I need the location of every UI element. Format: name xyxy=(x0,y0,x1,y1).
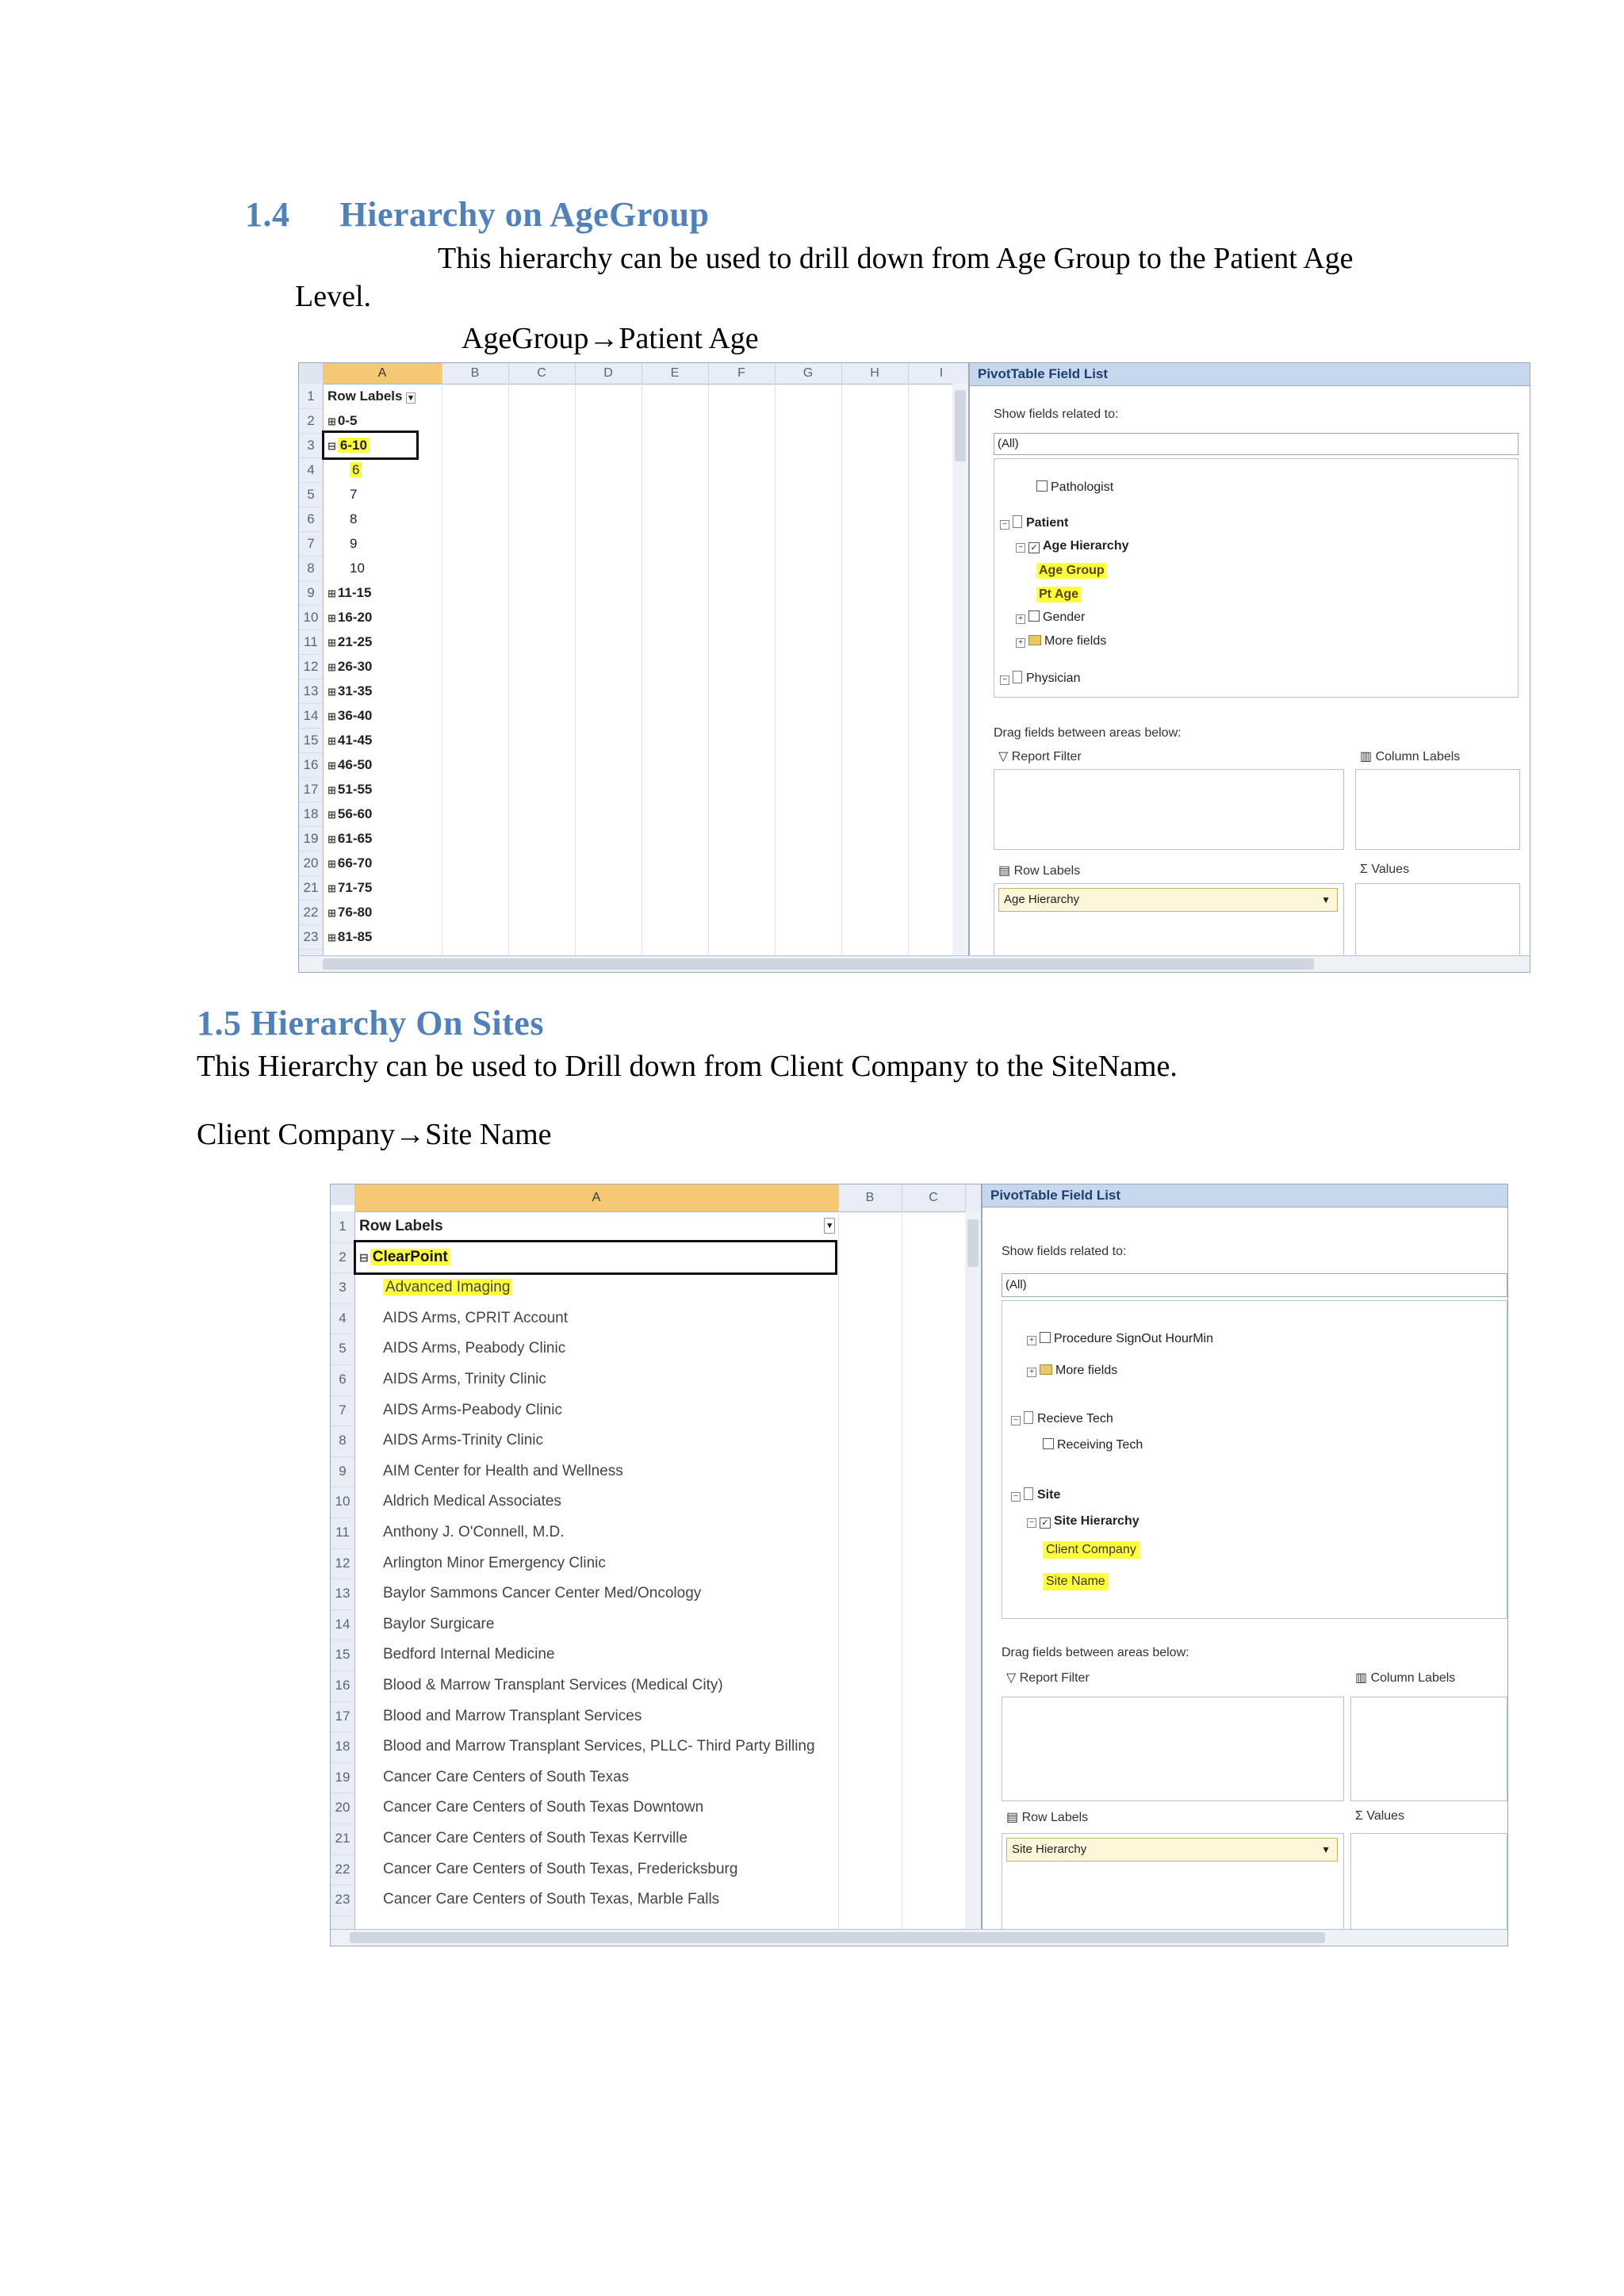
cell-text: AIM Center for Health and Wellness xyxy=(383,1462,623,1479)
age-group-cell[interactable] xyxy=(327,580,371,605)
filter-icon: ▽ xyxy=(998,750,1012,763)
report-filter-label: ▽ Report Filter xyxy=(1006,1671,1090,1685)
row-number[interactable]: 11 xyxy=(299,629,323,655)
dropdown-value: (All) xyxy=(998,437,1019,450)
checkbox-icon[interactable] xyxy=(1036,480,1048,492)
column-labels-icon: ▥ xyxy=(1355,1671,1371,1685)
cell-text: Cancer Care Centers of South Texas xyxy=(383,1768,630,1785)
checkbox-icon[interactable] xyxy=(1043,1438,1054,1449)
row-number[interactable]: 1 xyxy=(299,384,323,409)
dropdown-arrow-icon[interactable]: ▼ xyxy=(1321,894,1331,905)
expand-icon[interactable]: ⊞ xyxy=(327,661,336,673)
expand-icon[interactable]: ⊞ xyxy=(327,833,336,845)
age-group-cell[interactable] xyxy=(327,777,372,802)
age-group-cell[interactable] xyxy=(327,924,372,949)
site-name-cell[interactable] xyxy=(383,1303,568,1334)
row-number[interactable]: 9 xyxy=(331,1456,354,1488)
site-name-cell[interactable] xyxy=(383,1823,688,1854)
screenshot-site-hierarchy xyxy=(330,1184,1508,1946)
age-value-cell[interactable] xyxy=(350,556,365,580)
sigma-icon: Σ xyxy=(1360,863,1372,876)
field-more-fields[interactable] xyxy=(1016,634,1106,649)
report-filter-area[interactable] xyxy=(1002,1697,1344,1801)
cell-text: 31-35 xyxy=(337,683,373,698)
site-name-cell[interactable] xyxy=(383,1548,606,1579)
column-header-d[interactable]: D xyxy=(575,363,642,384)
row-number[interactable]: 18 xyxy=(299,802,323,827)
section-heading-1-4 xyxy=(245,194,710,235)
folder-icon xyxy=(1040,1364,1052,1375)
row-number[interactable]: 5 xyxy=(331,1334,354,1365)
cell-text: ClearPoint xyxy=(370,1249,450,1265)
cell-text: 16-20 xyxy=(337,610,373,625)
cell-text: 41-45 xyxy=(337,733,373,748)
field-label: More fields xyxy=(1044,634,1107,648)
age-group-cell[interactable] xyxy=(327,752,372,777)
cell-text: Arlington Minor Emergency Clinic xyxy=(383,1554,606,1571)
age-value-cell[interactable] xyxy=(350,482,357,507)
collapse-icon[interactable]: − xyxy=(1016,543,1025,553)
age-group-cell[interactable] xyxy=(327,900,372,924)
table-icon xyxy=(1024,1487,1033,1500)
values-label: Σ Values xyxy=(1360,863,1410,876)
column-header-g[interactable]: G xyxy=(775,363,842,384)
column-labels-area[interactable] xyxy=(1350,1697,1507,1801)
cell-text: 51-55 xyxy=(337,782,373,797)
cell-text: Blood and Marrow Transplant Services, PLLC- Third Party Billing xyxy=(383,1738,815,1755)
header-text: Row Labels xyxy=(359,1218,443,1234)
age-group-cell[interactable] xyxy=(327,629,372,654)
cell-text: Anthony J. O'Connell, M.D. xyxy=(383,1524,565,1540)
paragraph-sites: This Hierarchy can be used to Drill down from Client Company to the SiteName. xyxy=(197,1050,1178,1083)
filter-dropdown-icon[interactable]: ▾ xyxy=(824,1218,835,1234)
field-list-box xyxy=(1002,1300,1507,1619)
age-value-cell[interactable] xyxy=(350,531,357,556)
dropdown-arrow-icon[interactable]: ▼ xyxy=(1321,1844,1331,1855)
show-fields-dropdown[interactable] xyxy=(1002,1273,1507,1297)
row-number[interactable]: 18 xyxy=(331,1732,354,1763)
row-number[interactable]: 14 xyxy=(331,1609,354,1641)
row-number[interactable]: 6 xyxy=(299,507,323,532)
screenshot-age-hierarchy xyxy=(298,362,1530,973)
row-number[interactable]: 20 xyxy=(331,1793,354,1824)
row-number[interactable]: 7 xyxy=(299,531,323,557)
field-site-name[interactable]: Site Name xyxy=(1043,1573,1109,1590)
expand-icon[interactable]: ⊞ xyxy=(327,858,336,870)
age-group-cell[interactable] xyxy=(327,851,372,875)
row-label-item-text: Age Hierarchy xyxy=(1004,893,1080,906)
expand-icon[interactable]: ⊞ xyxy=(327,686,336,698)
expand-icon[interactable]: ⊞ xyxy=(327,735,336,747)
field-label: Procedure SignOut HourMin xyxy=(1054,1332,1213,1345)
site-name-cell[interactable] xyxy=(383,1732,815,1762)
checkbox-icon[interactable] xyxy=(1040,1332,1051,1343)
row-label-item[interactable] xyxy=(998,888,1338,912)
values-area[interactable] xyxy=(1350,1833,1507,1931)
checkbox-checked-icon[interactable]: ✓ xyxy=(1028,542,1040,553)
row-number[interactable]: 15 xyxy=(331,1640,354,1671)
column-labels-icon: ▥ xyxy=(1360,750,1376,763)
row-labels-header[interactable] xyxy=(359,1211,835,1242)
field-site[interactable] xyxy=(1011,1487,1060,1502)
row-number[interactable]: 11 xyxy=(331,1517,354,1549)
field-site-hierarchy[interactable] xyxy=(1027,1514,1139,1529)
site-name-cell[interactable] xyxy=(383,1395,562,1426)
row-number[interactable]: 4 xyxy=(331,1303,354,1335)
row-number[interactable]: 15 xyxy=(299,728,323,753)
field-age-hierarchy[interactable] xyxy=(1016,539,1129,553)
age-group-cell[interactable] xyxy=(327,605,372,629)
expand-icon[interactable]: ⊞ xyxy=(327,809,336,821)
row-number[interactable]: 5 xyxy=(299,482,323,507)
row-number[interactable]: 16 xyxy=(331,1670,354,1702)
expand-icon[interactable]: ⊞ xyxy=(327,760,336,771)
age-value-cell[interactable] xyxy=(350,507,357,531)
horizontal-scrollbar[interactable] xyxy=(331,1929,1507,1946)
show-fields-dropdown[interactable] xyxy=(994,433,1519,455)
cell-text: 21-25 xyxy=(337,634,373,649)
row-number[interactable]: 7 xyxy=(331,1395,354,1427)
age-group-cell[interactable] xyxy=(327,728,372,752)
site-name-cell[interactable] xyxy=(383,1487,561,1517)
row-number[interactable]: 17 xyxy=(299,777,323,802)
row-labels-header[interactable] xyxy=(327,384,416,408)
row-number[interactable]: 20 xyxy=(299,851,323,876)
horizontal-scrollbar[interactable] xyxy=(299,955,1530,972)
cell-text: 0-5 xyxy=(337,413,358,428)
row-number[interactable]: 2 xyxy=(299,408,323,434)
row-labels-icon: ▤ xyxy=(1006,1811,1022,1824)
cell-text: 26-30 xyxy=(337,659,373,674)
row-number[interactable]: 10 xyxy=(299,605,323,630)
cell-text: 76-80 xyxy=(337,905,373,920)
field-age-group[interactable]: Age Group xyxy=(1036,563,1107,579)
field-pt-age[interactable]: Pt Age xyxy=(1036,587,1081,603)
cell-text: 8 xyxy=(350,511,358,526)
row-number[interactable]: 1 xyxy=(331,1211,354,1243)
row-number[interactable]: 23 xyxy=(299,924,323,950)
row-labels-label: ▤ Row Labels xyxy=(1006,1811,1089,1824)
cell-text: Cancer Care Centers of South Texas Downtown xyxy=(383,1799,704,1816)
expand-icon[interactable]: ⊞ xyxy=(327,932,336,943)
cell-text: 81-85 xyxy=(337,929,373,944)
cell-text: 6 xyxy=(350,462,362,477)
field-recieve-tech[interactable] xyxy=(1011,1411,1113,1426)
cell-text: 71-75 xyxy=(337,880,373,895)
column-labels-area[interactable] xyxy=(1355,769,1520,850)
column-header-c[interactable]: C xyxy=(508,363,576,384)
cell-text: 66-70 xyxy=(337,855,373,871)
table-icon xyxy=(1013,671,1022,683)
column-header-e[interactable]: E xyxy=(642,363,709,384)
table-icon xyxy=(1024,1411,1033,1424)
values-label: Σ Values xyxy=(1355,1809,1405,1823)
age-value-cell[interactable] xyxy=(350,457,362,482)
expand-icon[interactable]: ⊞ xyxy=(327,612,336,624)
paragraph-line-1: This hierarchy can be used to drill down from Age Group to the Patient Age xyxy=(438,242,1354,275)
row-number[interactable]: 17 xyxy=(331,1701,354,1733)
hierarchy-path-sites: Client Company→Site Name xyxy=(197,1118,552,1151)
row-number[interactable]: 13 xyxy=(331,1578,354,1610)
report-filter-label: ▽ Report Filter xyxy=(998,750,1082,763)
checkbox-checked-icon[interactable]: ✓ xyxy=(1040,1517,1051,1529)
expand-icon[interactable]: ⊞ xyxy=(327,415,336,427)
field-label: More fields xyxy=(1055,1364,1118,1377)
site-name-cell[interactable] xyxy=(383,1640,555,1670)
age-group-cell[interactable] xyxy=(327,654,372,679)
cell-text: 10 xyxy=(350,561,365,576)
section-number: 1.4 xyxy=(245,195,290,234)
site-name-cell[interactable] xyxy=(383,1793,703,1823)
checkbox-icon[interactable] xyxy=(1028,610,1040,622)
section-heading-1-5: 1.5 Hierarchy On Sites xyxy=(197,1004,544,1043)
report-filter-area[interactable] xyxy=(994,769,1344,850)
age-group-cell[interactable] xyxy=(327,802,372,826)
header-text: Row Labels xyxy=(327,388,403,404)
cell-text: Baylor Surgicare xyxy=(383,1615,495,1632)
collapse-icon[interactable]: − xyxy=(1011,1416,1021,1425)
row-number[interactable]: 6 xyxy=(331,1364,354,1396)
row-number[interactable]: 12 xyxy=(299,654,323,679)
field-client-company[interactable]: Client Company xyxy=(1043,1541,1139,1559)
site-name-cell[interactable] xyxy=(383,1334,565,1364)
field-label: Physician xyxy=(1026,672,1081,685)
select-all-corner[interactable] xyxy=(331,1184,355,1205)
column-header-a[interactable]: A xyxy=(323,363,442,384)
site-name-cell[interactable] xyxy=(383,1517,565,1548)
column-header-b[interactable]: B xyxy=(442,363,509,384)
cell-text: 9 xyxy=(350,536,358,551)
collapse-icon[interactable]: − xyxy=(1027,1518,1036,1528)
row-number[interactable]: 12 xyxy=(331,1548,354,1580)
show-fields-label: Show fields related to: xyxy=(994,408,1119,421)
vertical-scrollbar[interactable] xyxy=(952,384,968,956)
cell-text: 6-10 xyxy=(338,438,370,453)
row-number[interactable]: 4 xyxy=(299,457,323,483)
row-number-column xyxy=(299,384,324,956)
site-name-cell[interactable] xyxy=(383,1456,623,1487)
expand-icon[interactable]: ⊞ xyxy=(327,710,336,722)
expand-icon[interactable]: ⊞ xyxy=(327,907,336,919)
cell-text: 7 xyxy=(350,487,358,502)
row-number[interactable]: 10 xyxy=(331,1487,354,1518)
site-name-cell[interactable] xyxy=(383,1364,546,1395)
cell-text: Cancer Care Centers of South Texas Kerrville xyxy=(383,1830,688,1846)
cell-text: AIDS Arms, Peabody Clinic xyxy=(383,1340,566,1357)
age-group-cell[interactable] xyxy=(327,875,372,900)
table-icon xyxy=(1013,515,1022,528)
column-header-f[interactable]: F xyxy=(708,363,776,384)
row-number[interactable]: 2 xyxy=(331,1242,354,1274)
client-company-cell[interactable] xyxy=(356,1242,835,1273)
pivot-title: PivotTable Field List xyxy=(970,363,1530,386)
age-group-cell[interactable] xyxy=(327,703,372,728)
row-number[interactable]: 19 xyxy=(299,826,323,851)
age-group-cell[interactable] xyxy=(324,433,416,457)
collapse-icon[interactable]: ⊟ xyxy=(327,440,336,452)
row-labels-icon: ▤ xyxy=(998,864,1014,878)
cell-text: Bedford Internal Medicine xyxy=(383,1646,555,1663)
site-name-cell[interactable] xyxy=(383,1701,642,1732)
filter-dropdown-icon[interactable]: ▾ xyxy=(406,392,416,404)
column-header-a[interactable]: A xyxy=(354,1184,839,1211)
row-number[interactable]: 3 xyxy=(299,433,323,458)
section-title: Hierarchy on AgeGroup xyxy=(339,195,710,234)
site-name-cell[interactable] xyxy=(383,1885,719,1915)
field-pathologist[interactable] xyxy=(1036,480,1113,495)
site-name-cell[interactable] xyxy=(383,1425,543,1456)
field-receiving-tech[interactable] xyxy=(1043,1438,1143,1452)
row-number[interactable]: 16 xyxy=(299,752,323,778)
age-group-cell[interactable] xyxy=(327,408,357,433)
site-name-cell[interactable] xyxy=(383,1272,512,1303)
row-number[interactable]: 22 xyxy=(299,900,323,925)
field-label: Gender xyxy=(1043,610,1086,624)
row-number[interactable]: 22 xyxy=(331,1854,354,1886)
field-label: Pathologist xyxy=(1051,480,1114,494)
site-name-cell[interactable] xyxy=(383,1670,723,1701)
row-label-item[interactable] xyxy=(1006,1838,1338,1862)
field-more-fields[interactable] xyxy=(1027,1364,1117,1378)
column-header-b[interactable]: B xyxy=(838,1184,902,1211)
cell-text: AIDS Arms-Trinity Clinic xyxy=(383,1432,543,1449)
vertical-scrollbar[interactable] xyxy=(965,1211,981,1930)
pivot-field-list xyxy=(981,1184,1508,1946)
collapse-icon[interactable]: − xyxy=(1011,1492,1021,1502)
values-area[interactable] xyxy=(1355,883,1520,956)
cell-text: 61-65 xyxy=(337,831,373,846)
age-group-cell[interactable] xyxy=(327,679,372,703)
field-procedure-signout[interactable] xyxy=(1027,1332,1213,1346)
cell-text: Blood & Marrow Transplant Services (Medical City) xyxy=(383,1677,723,1693)
expand-icon[interactable]: ⊞ xyxy=(327,882,336,894)
cell-text: Advanced Imaging xyxy=(383,1279,512,1295)
dropdown-value: (All) xyxy=(1005,1278,1027,1292)
row-number-column xyxy=(331,1211,355,1930)
cell-text: 11-15 xyxy=(337,585,372,600)
cell-text: Aldrich Medical Associates xyxy=(383,1493,561,1510)
sigma-icon: Σ xyxy=(1355,1809,1367,1823)
show-fields-label: Show fields related to: xyxy=(1002,1245,1127,1258)
field-label: Recieve Tech xyxy=(1037,1412,1113,1425)
collapse-icon[interactable]: ⊟ xyxy=(359,1250,369,1264)
cell-text: AIDS Arms-Peabody Clinic xyxy=(383,1401,562,1418)
field-label: Patient xyxy=(1026,516,1069,530)
collapse-icon[interactable]: − xyxy=(1000,520,1009,530)
column-labels-label: ▥ Column Labels xyxy=(1355,1671,1456,1685)
cell-text: AIDS Arms, Trinity Clinic xyxy=(383,1371,546,1387)
site-name-cell[interactable] xyxy=(383,1609,494,1640)
column-header-c[interactable]: C xyxy=(902,1184,966,1211)
expand-icon[interactable]: + xyxy=(1027,1368,1036,1377)
field-patient[interactable] xyxy=(1000,515,1068,530)
filter-icon: ▽ xyxy=(1006,1671,1020,1685)
site-name-cell[interactable] xyxy=(383,1762,629,1793)
expand-icon[interactable]: + xyxy=(1016,614,1025,624)
hierarchy-path: AgeGroup→Patient Age xyxy=(462,322,759,355)
cell-text: Baylor Sammons Cancer Center Med/Oncology xyxy=(383,1585,702,1602)
pivot-title: PivotTable Field List xyxy=(982,1184,1508,1207)
field-gender[interactable] xyxy=(1016,610,1085,625)
column-labels-label: ▥ Column Labels xyxy=(1360,750,1461,763)
site-name-cell[interactable] xyxy=(383,1854,737,1885)
row-number[interactable]: 8 xyxy=(331,1425,354,1457)
row-label-item-text: Site Hierarchy xyxy=(1012,1843,1087,1856)
collapse-icon[interactable]: − xyxy=(1000,675,1009,685)
expand-icon[interactable]: ⊞ xyxy=(327,587,336,599)
paragraph-line-2: Level. xyxy=(295,280,372,313)
row-number[interactable]: 19 xyxy=(331,1762,354,1794)
row-number[interactable]: 9 xyxy=(299,580,323,606)
site-name-cell[interactable] xyxy=(383,1578,701,1609)
pivot-field-list xyxy=(968,363,1530,972)
cell-text: Cancer Care Centers of South Texas, Fredericksburg xyxy=(383,1860,738,1877)
row-number[interactable]: 23 xyxy=(331,1885,354,1916)
cell-text: Cancer Care Centers of South Texas, Marble Falls xyxy=(383,1891,720,1908)
folder-icon xyxy=(1028,635,1041,645)
column-header-h[interactable]: H xyxy=(841,363,909,384)
select-all-corner[interactable] xyxy=(299,363,324,384)
expand-icon[interactable]: + xyxy=(1027,1336,1036,1345)
row-number[interactable]: 21 xyxy=(299,875,323,901)
row-number[interactable]: 8 xyxy=(299,556,323,581)
expand-icon[interactable]: ⊞ xyxy=(327,637,336,649)
age-group-cell[interactable] xyxy=(327,826,372,851)
row-number[interactable]: 13 xyxy=(299,679,323,704)
drag-fields-label: Drag fields between areas below: xyxy=(994,726,1182,740)
row-labels-label: ▤ Row Labels xyxy=(998,864,1081,878)
expand-icon[interactable]: ⊞ xyxy=(327,784,336,796)
cell-text: Blood and Marrow Transplant Services xyxy=(383,1707,642,1724)
field-label: Site Hierarchy xyxy=(1054,1514,1139,1528)
field-label: Age Hierarchy xyxy=(1043,539,1129,553)
column-header-i[interactable]: I xyxy=(908,363,975,384)
cell-text: 56-60 xyxy=(337,806,373,821)
cell-text: 46-50 xyxy=(337,757,373,772)
field-physician[interactable] xyxy=(1000,671,1080,686)
field-label: Site xyxy=(1037,1488,1061,1502)
cell-text: AIDS Arms, CPRIT Account xyxy=(383,1309,569,1326)
field-label: Receiving Tech xyxy=(1057,1438,1143,1452)
drag-fields-label: Drag fields between areas below: xyxy=(1002,1646,1189,1659)
expand-icon[interactable]: + xyxy=(1016,638,1025,648)
cell-text: 36-40 xyxy=(337,708,373,723)
row-number[interactable]: 21 xyxy=(331,1823,354,1855)
row-number[interactable]: 14 xyxy=(299,703,323,729)
row-number[interactable]: 3 xyxy=(331,1272,354,1304)
